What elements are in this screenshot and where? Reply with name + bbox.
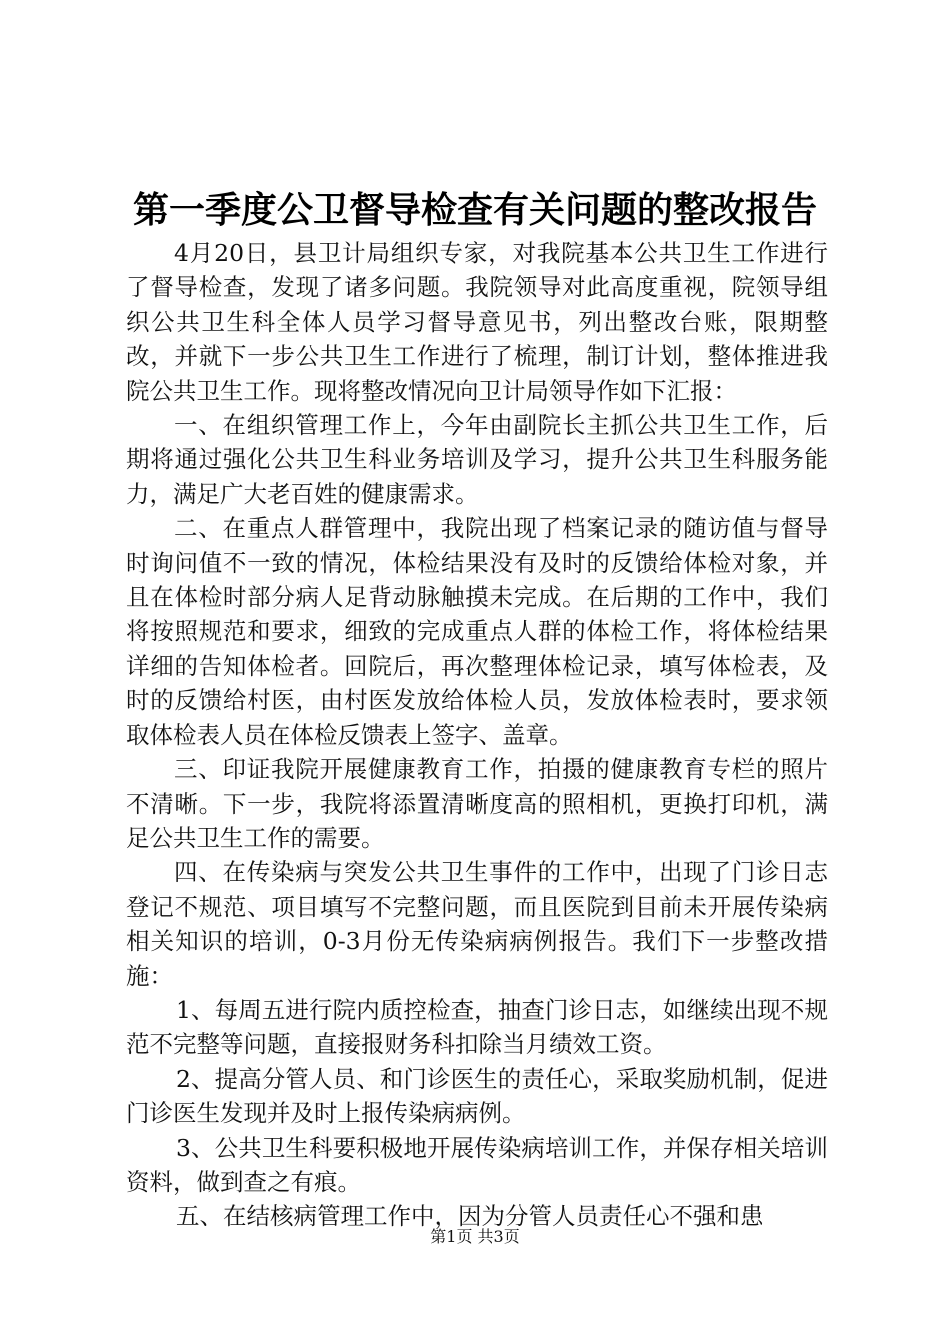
list-item-1: 1、每周五进行院内质控检查，抽查门诊日志，如继续出现不规范不完整等问题，直接报财务科扣除当月绩效工资。	[126, 995, 828, 1059]
paragraph-section-5: 五、在结核病管理工作中，因为分管人员责任心不强和患	[176, 1202, 764, 1231]
page-title: 第一季度公卫督导检查有关问题的整改报告	[132, 189, 817, 231]
paragraph-section-2: 二、在重点人群管理中，我院出现了档案记录的随访值与督导时询问值不一致的情况，体检结果没有及时的反馈给体检对象，并且在体检时部分病人足背动脉触摸未完成。在后期的工作中，我们将按照规范和要求，细致的完成重点人群的体检工作，将体检结果详细的告知体检者。回院后，再次整理体检记录，填写体检表，及时的反馈给村医，由村医发放给体检人员，发放体检表时，要求领取体检表人员在体检反馈表上签字、盖章。	[126, 514, 828, 749]
paragraph-section-1: 一、在组织管理工作上，今年由副院长主抓公共卫生工作，后期将通过强化公共卫生科业务培训及学习，提升公共卫生科服务能力，满足广大老百姓的健康需求。	[126, 411, 828, 508]
document-body	[126, 236, 828, 1234]
paragraph-intro: 4月20日，县卫计局组织专家，对我院基本公共卫生工作进行了督导检查，发现了诸多问题。我院领导对此高度重视，院领导组织公共卫生科全体人员学习督导意见书，列出整改台账，限期整改，并就下一步公共卫生工作进行了梳理，制订计划，整体推进我院公共卫生工作。现将整改情况向卫计局领导作如下汇报：	[126, 239, 828, 405]
paragraph-section-3: 三、印证我院开展健康教育工作，拍摄的健康教育专栏的照片不清晰。下一步，我院将添置清晰度高的照相机，更换打印机，满足公共卫生工作的需要。	[126, 755, 828, 852]
list-item-3: 3、公共卫生科要积极地开展传染病培训工作，并保存相关培训资料，做到查之有痕。	[126, 1133, 828, 1196]
page-footer: 第1页 共3页	[430, 1227, 520, 1246]
paragraph-section-4: 四、在传染病与突发公共卫生事件的工作中，出现了门诊日志登记不规范、项目填写不完整问题，而且医院到目前未开展传染病相关知识的培训，0-3月份无传染病病例报告。我们下一步整改措施：	[126, 858, 828, 990]
list-item-2: 2、提高分管人员、和门诊医生的责任心，采取奖励机制，促进门诊医生发现并及时上报传染病病例。	[126, 1064, 828, 1128]
